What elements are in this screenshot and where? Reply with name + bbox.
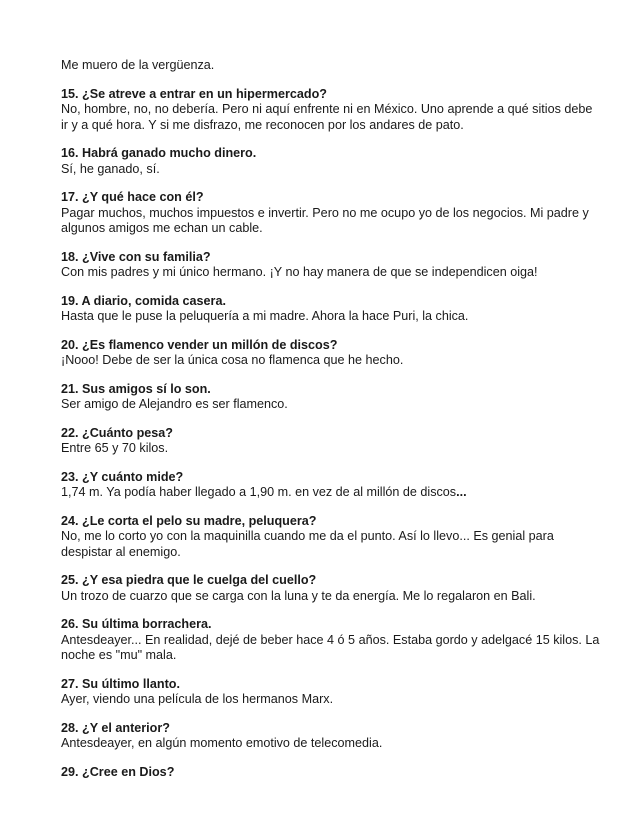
answer-text — [61, 206, 601, 237]
qa-item — [61, 470, 601, 501]
qa-item — [61, 294, 601, 325]
question-text: 22. ¿Cuánto pesa? — [61, 425, 173, 440]
qa-item — [61, 514, 601, 561]
answer-text — [61, 162, 601, 178]
answer-text — [61, 736, 601, 752]
qa-item — [61, 250, 601, 281]
answer-body: Ayer, viendo una película de los hermanos Marx. — [61, 692, 334, 706]
answer-body: Antesdeayer... En realidad, dejé de beber hace 4 ó 5 años. Estaba gordo y adelgacé 15 kilos. La noche es "mu" mala. — [61, 632, 600, 662]
answer-text — [61, 102, 601, 133]
question-text: 23. ¿Y cuánto mide? — [61, 469, 184, 484]
question-text: 19. A diario, comida casera. — [61, 293, 226, 308]
answer-body: ¡Nooo! Debe de ser la única cosa no flamenca que he hecho. — [61, 353, 404, 367]
question-text: 25. ¿Y esa piedra que le cuelga del cuello? — [61, 573, 317, 587]
question-text: 15. ¿Se atreve a entrar en un hipermercado? — [61, 86, 327, 101]
question-text: 26. Su última borrachera. — [61, 617, 212, 631]
intro-text: Me muero de la vergüenza. — [61, 58, 215, 72]
qa-item — [61, 87, 601, 134]
question-text: 29. ¿Cree en Dios? — [61, 764, 175, 779]
answer-body: Un trozo de cuarzo que se carga con la luna y te da energía. Me lo regalaron en Bali. — [61, 588, 536, 603]
question-text: 28. ¿Y el anterior? — [61, 720, 170, 735]
answer-text — [61, 589, 601, 605]
answer-body: 1,74 m. Ya podía haber llegado a 1,90 m. en vez de al millón de discos — [61, 485, 457, 499]
answer-text — [61, 309, 601, 325]
answer-text — [61, 485, 601, 501]
answer-body: Pagar muchos, muchos impuestos e invertir. Pero no me ocupo yo de los negocios. Mi padre y algunos amigos me echan un cable. — [61, 205, 589, 235]
question-text: 16. Habrá ganado mucho dinero. — [61, 146, 257, 160]
question-text: 21. Sus amigos sí lo son. — [61, 381, 211, 396]
answer-text — [61, 529, 601, 560]
qa-item — [61, 146, 601, 177]
answer-body: Sí, he ganado, sí. — [61, 161, 160, 176]
qa-item — [61, 617, 601, 664]
qa-item — [61, 382, 601, 413]
answer-text — [61, 265, 601, 281]
answer-body: Antesdeayer, en algún momento emotivo de telecomedia. — [61, 736, 383, 750]
answer-body: Hasta que le puse la peluquería a mi madre. Ahora la hace Puri, la chica. — [61, 309, 469, 323]
answer-body: Ser amigo de Alejandro es ser flamenco. — [61, 397, 288, 411]
question-text: 18. ¿Vive con su familia? — [61, 249, 211, 264]
answer-body: Entre 65 y 70 kilos. — [61, 441, 169, 455]
answer-text — [61, 692, 601, 708]
qa-item — [61, 426, 601, 457]
question-text: 20. ¿Es flamenco vender un millón de discos? — [61, 337, 338, 352]
qa-item — [61, 765, 601, 781]
answer-text — [61, 441, 601, 457]
qa-item — [61, 573, 601, 604]
answer-text — [61, 353, 601, 369]
question-text: 24. ¿Le corta el pelo su madre, peluquera? — [61, 513, 317, 528]
answer-body: No, hombre, no, no debería. Pero ni aquí enfrente ni en México. Uno aprende a qué sitios debe ir y a qué hora. Y si me disfrazo, me reconocen por los andares de pato. — [61, 102, 593, 132]
qa-item — [61, 190, 601, 237]
answer-body: No, me lo corto yo con la maquinilla cuando me da el punto. Así lo llevo... Es genial para despistar al enemigo. — [61, 529, 554, 559]
question-text: 27. Su último llanto. — [61, 676, 180, 691]
document-page — [61, 58, 601, 793]
qa-list — [61, 87, 601, 781]
answer-text — [61, 633, 601, 664]
answer-ellipsis: ... — [456, 485, 467, 499]
qa-item — [61, 721, 601, 752]
question-text: 17. ¿Y qué hace con él? — [61, 190, 204, 204]
answer-text — [61, 397, 601, 413]
qa-item — [61, 338, 601, 369]
answer-body: Con mis padres y mi único hermano. ¡Y no hay manera de que se independicen oiga! — [61, 265, 538, 279]
qa-item — [61, 677, 601, 708]
